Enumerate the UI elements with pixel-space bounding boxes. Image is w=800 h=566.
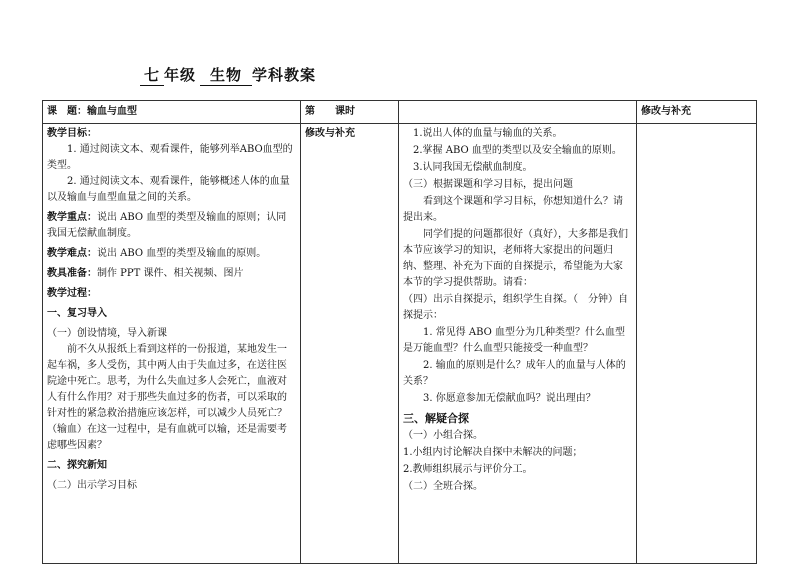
sub-group: （一）小组合探。: [403, 430, 483, 441]
key-points: [47, 210, 296, 242]
goal-1: 1. 通过阅读文本、观看课件，能够列举ABO血型的类型。: [47, 144, 293, 171]
section-review: 一、复习导入: [47, 308, 107, 319]
header-empty-cell: [399, 101, 637, 124]
sub-class: （二）全班合探。: [403, 481, 483, 492]
content-row: [43, 124, 757, 564]
prep-label: 教具准备：: [47, 268, 97, 279]
difficult-text: 说出 ABO 血型的类型及输血的原则。: [97, 248, 267, 259]
lesson-plan-table: [42, 100, 757, 564]
difficult-points: [47, 246, 296, 262]
question-summary: 同学们提的问题都很好（真好），大多都是我们本节应该学习的知识，老师将大家提出的问题归纳、整理、补充为下面的自探提示，希望能为大家本节的学习提供帮助。请看：: [403, 229, 628, 288]
goal-2: 2. 通过阅读文本、观看课件，能够概述人体的血量以及输血与血型血量之间的关系。: [47, 176, 290, 203]
prompt-3: 3. 你愿意参加无偿献血吗？说出理由？: [423, 393, 596, 404]
lesson-label: 课 题：: [47, 106, 87, 117]
grade-value: 七: [140, 64, 164, 86]
lesson-title-cell: [43, 101, 301, 124]
left-content-cell: [43, 124, 301, 564]
section-collaborate: 三、解疑合探: [403, 412, 469, 425]
sub-questions: （三）根据课题和学习目标，提出问题: [403, 179, 573, 190]
section-explore: 二、探究新知: [47, 460, 107, 471]
group-step-1: 1.小组内讨论解决自探中未解决的问题；: [403, 447, 583, 458]
question-intro: 看到这个课题和学习目标，你想知道什么？请提出来。: [403, 196, 623, 223]
process-label: 教学过程：: [47, 288, 97, 299]
sub-self-explore: （四）出示自探提示，组织学生自探。（ 分钟）自探提示：: [403, 294, 628, 321]
prep-text: 制作 PPT 课件、相关视频、图片: [97, 268, 244, 279]
period-cell: 第 课时: [301, 101, 399, 124]
objective-2: 2.掌握 ABO 血型的类型以及安全输血的原则。: [413, 145, 622, 156]
grade-label: 年级: [164, 66, 197, 84]
header-row: [43, 101, 757, 124]
sub-objectives: （二）出示学习目标: [47, 480, 137, 491]
middle-revise-label: 修改与补充: [305, 128, 355, 139]
title-suffix: 学科教案: [252, 66, 317, 84]
header-revise-cell: 修改与补充: [637, 101, 757, 124]
prompt-1: 1. 常见得 ABO 血型分为几种类型？什么血型是万能血型？什么血型只能接受一种血型？: [403, 327, 626, 354]
objective-3: 3.认同我国无偿献血制度。: [413, 162, 533, 173]
prompt-2: 2. 输血的原则是什么？成年人的血量与人体的关系？: [403, 360, 626, 387]
subject-value: 生物: [200, 64, 252, 86]
middle-revise-cell: [301, 124, 399, 564]
objective-1: 1.说出人体的血量与输血的关系。: [413, 128, 563, 139]
difficult-label: 教学难点：: [47, 248, 97, 259]
story-text: 前不久从报纸上看到这样的一份报道，某地发生一起车祸，多人受伤，其中两人由于失血过多，在送往医院途中死亡。思考，为什么失血过多人会死亡，血液对人有什么作用？对于那些失血过多的伤者，可以采取的针对性的紧急救治措施应该怎样，可以减少人员死亡？（输血）在这一过程中，是有血就可以输，还是需要考虑哪些因素？: [47, 344, 287, 451]
group-step-2: 2.教师组织展示与评价分工。: [403, 464, 533, 475]
sub-situation: （一）创设情境，导入新课: [47, 328, 167, 339]
goals-label: 教学目标：: [47, 128, 97, 139]
teaching-aids: [47, 266, 296, 282]
right-content-cell: [399, 124, 637, 564]
page-title: [140, 64, 316, 86]
key-label: 教学重点：: [47, 212, 97, 223]
key-text: 说出 ABO 血型的类型及输血的原则；认同我国无偿献血制度。: [47, 212, 287, 239]
lesson-title: 输血与血型: [87, 106, 137, 117]
right-revise-cell: [637, 124, 757, 564]
